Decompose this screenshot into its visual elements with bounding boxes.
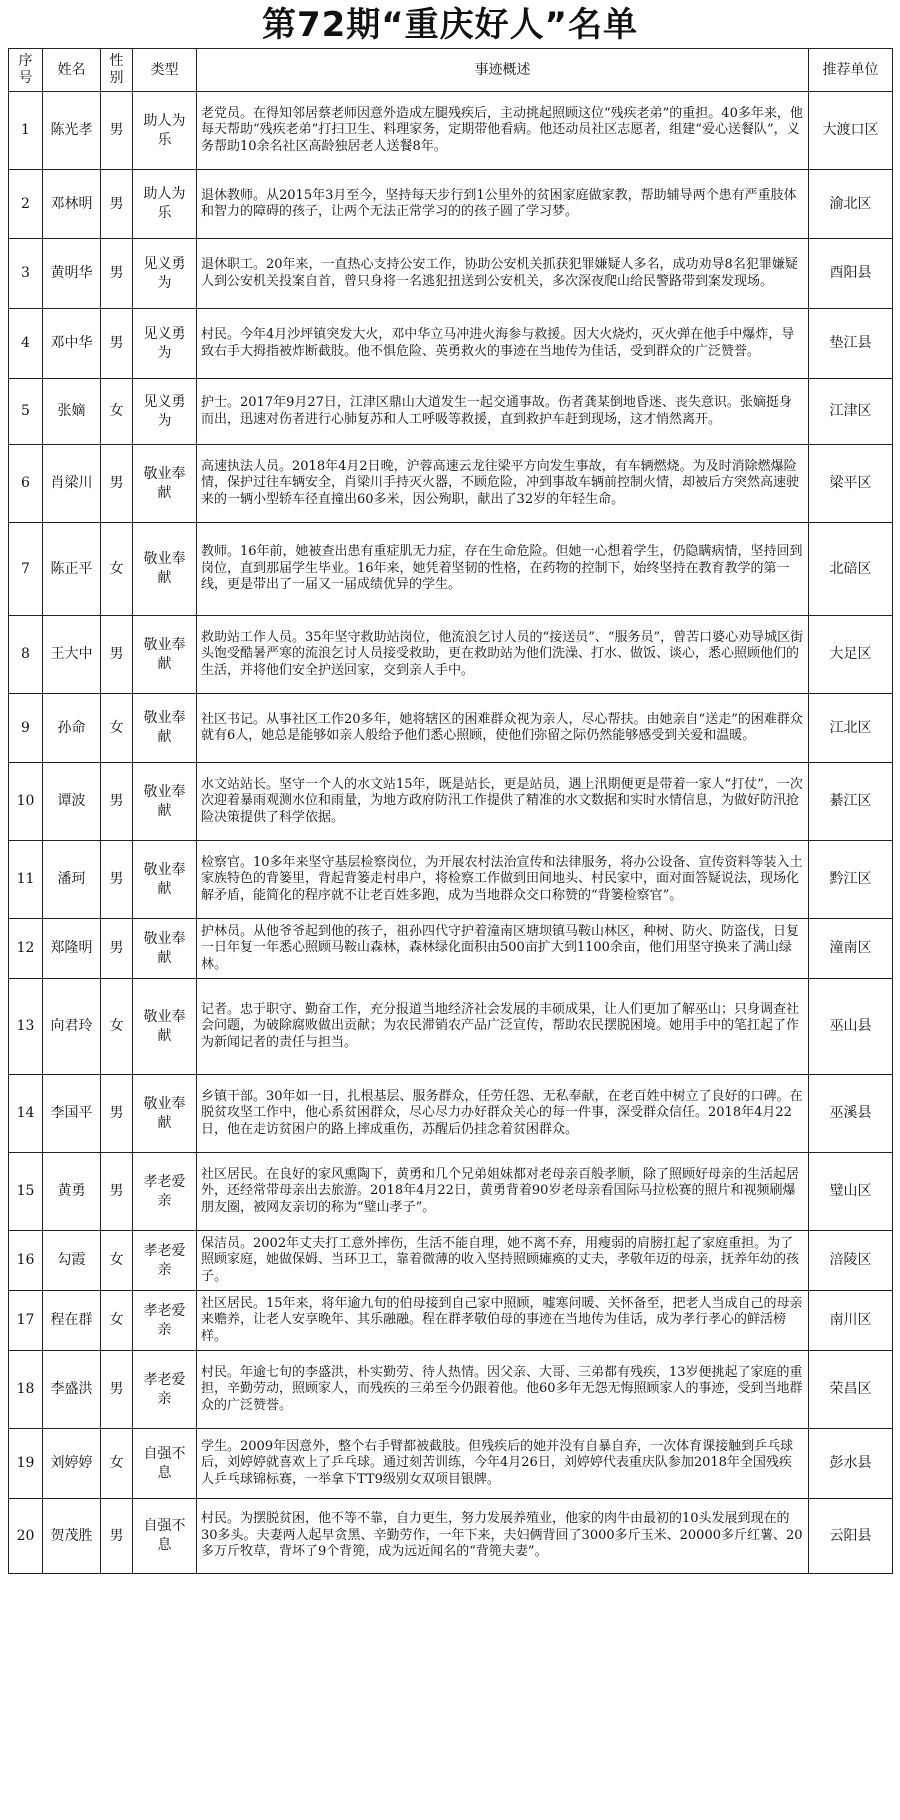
deed-summary: 学生。2009年因意外，整个右手臂都被截肢。但残疾后的她并没有自暴自弃，一次体育课接触到乒乓球后，刘婷婷就喜欢上了乒乓球。通过刻苦训练，今年4月26日，刘婷婷代表重庆队参加2018年全国残疾人乒乓球锦标赛，一举拿下TT9级别女双项目银牌。 [197, 1429, 809, 1499]
deed-summary: 救助站工作人员。35年坚守救助站岗位，他流浪乞讨人员的“接送员”、“服务员”，曾苦口婆心劝导城区街头饱受酷暑严寒的流浪乞讨人员接受救助，更在救助站为他们洗澡、打水、做饭、谈心，悉心照顾他们的生活，并将他们安全护送回家，交到亲人手中。 [197, 616, 809, 694]
honor-type: 孝老爱亲 [133, 1153, 197, 1231]
row-number: 4 [9, 309, 43, 379]
person-name: 谭波 [43, 763, 101, 841]
person-name: 张嫡 [43, 379, 101, 445]
person-sex: 男 [101, 170, 133, 239]
row-number: 15 [9, 1153, 43, 1231]
person-name: 肖梁川 [43, 445, 101, 523]
deed-summary: 检察官。10多年来坚守基层检察岗位，为开展农村法治宣传和法律服务，将办公设备、宣传资料等装入土家族特色的背篓里，背起背篓走村串户，将检察工作做到田间地头、村民家中，面对面答疑说法，现场化解矛盾，能简化的程序就不让老百姓多跑，成为当地群众交口称赞的“背篓检察官”。 [197, 841, 809, 919]
recommending-unit: 江津区 [809, 379, 893, 445]
honor-type: 敬业奉献 [133, 445, 197, 523]
deed-summary: 社区居民。15年来，将年逾九旬的伯母接到自己家中照顾，嘘寒问暖、关怀备至，把老人当成自己的母亲来赡养，让老人安享晚年、其乐融融。程在群孝敬伯母的事迹在当地传为佳话，成为孝行孝心的鲜活榜样。 [197, 1291, 809, 1351]
person-sex: 男 [101, 445, 133, 523]
person-sex: 男 [101, 92, 133, 170]
person-sex: 女 [101, 979, 133, 1075]
honor-type: 见义勇为 [133, 379, 197, 445]
recommending-unit: 彭水县 [809, 1429, 893, 1499]
honor-type: 见义勇为 [133, 239, 197, 309]
recommending-unit: 南川区 [809, 1291, 893, 1351]
recommending-unit: 黔江区 [809, 841, 893, 919]
row-number: 2 [9, 170, 43, 239]
table-row [9, 379, 893, 445]
person-name: 贺茂胜 [43, 1499, 101, 1574]
row-number: 3 [9, 239, 43, 309]
person-sex: 男 [101, 309, 133, 379]
person-sex: 男 [101, 919, 133, 979]
honor-type: 敬业奉献 [133, 919, 197, 979]
deed-summary: 退休职工。20年来，一直热心支持公安工作，协助公安机关抓获犯罪嫌疑人多名，成功劝导8名犯罪嫌疑人到公安机关投案自首，曾只身将一名逃犯扭送到公安机关，多次深夜爬山给民警路带到案发现场。 [197, 239, 809, 309]
deed-summary: 社区居民。在良好的家风熏陶下，黄勇和几个兄弟姐妹都对老母亲百般孝顺，除了照顾好母亲的生活起居外，还经常带母亲出去旅游。2018年4月22日，黄勇背着90岁老母亲看国际马拉松赛的照片和视频刷爆朋友圈，被网友亲切的称为“璧山孝子”。 [197, 1153, 809, 1231]
page-title: 第72期“重庆好人”名单 [261, 5, 638, 45]
honor-type: 敬业奉献 [133, 979, 197, 1075]
row-number: 13 [9, 979, 43, 1075]
person-sex: 女 [101, 379, 133, 445]
person-sex: 男 [101, 841, 133, 919]
deed-summary: 村民。年逾七旬的李盛洪，朴实勤劳、待人热情。因父亲、大哥、三弟都有残疾，13岁便挑起了家庭的重担，辛勤劳动，照顾家人，而残疾的三弟至今仍跟着他。他60多年无怨无悔照顾家人的事迹，受到当地群众的广泛赞誉。 [197, 1351, 809, 1429]
honor-type: 敬业奉献 [133, 616, 197, 694]
recommending-unit: 大足区 [809, 616, 893, 694]
header-desc: 事迹概述 [197, 49, 809, 92]
row-number: 1 [9, 92, 43, 170]
recommending-unit: 璧山区 [809, 1153, 893, 1231]
honor-type: 自强不息 [133, 1429, 197, 1499]
person-name: 潘珂 [43, 841, 101, 919]
recommending-unit: 垫江县 [809, 309, 893, 379]
person-name: 勾霞 [43, 1231, 101, 1291]
person-name: 郑隆明 [43, 919, 101, 979]
recommending-unit: 梁平区 [809, 445, 893, 523]
recommending-unit: 云阳县 [809, 1499, 893, 1574]
deed-summary: 保洁员。2002年丈夫打工意外摔伤，生活不能自理，她不离不弃，用瘦弱的肩膀扛起了家庭重担。为了照顾家庭，她做保姆、当环卫工，靠着微薄的收入坚持照顾瘫痪的丈夫，孝敬年迈的母亲，抚养年幼的孩子。 [197, 1231, 809, 1291]
honor-type: 助人为乐 [133, 92, 197, 170]
row-number: 6 [9, 445, 43, 523]
person-sex: 男 [101, 1499, 133, 1574]
table-row [9, 1153, 893, 1231]
row-number: 16 [9, 1231, 43, 1291]
person-sex: 男 [101, 1153, 133, 1231]
table-row [9, 92, 893, 170]
recommending-unit: 巫溪县 [809, 1075, 893, 1153]
row-number: 10 [9, 763, 43, 841]
honor-type: 敬业奉献 [133, 763, 197, 841]
person-sex: 男 [101, 1075, 133, 1153]
table-row [9, 1499, 893, 1574]
honor-type: 敬业奉献 [133, 1075, 197, 1153]
recommending-unit: 大渡口区 [809, 92, 893, 170]
row-number: 11 [9, 841, 43, 919]
honoree-table [8, 48, 893, 1574]
row-number: 19 [9, 1429, 43, 1499]
table-row [9, 763, 893, 841]
row-number: 5 [9, 379, 43, 445]
table-row [9, 523, 893, 616]
header-sex: 性别 [101, 49, 133, 92]
row-number: 8 [9, 616, 43, 694]
table-row [9, 694, 893, 763]
deed-summary: 村民。今年4月沙坪镇突发大火，邓中华立马冲进火海参与救援。因大火烧灼，灭火弹在他手中爆炸，导致右手大拇指被炸断截肢。他不惧危险、英勇救火的事迹在当地传为佳话，受到群众的广泛赞誉。 [197, 309, 809, 379]
person-sex: 男 [101, 239, 133, 309]
honor-type: 敬业奉献 [133, 694, 197, 763]
table-row [9, 170, 893, 239]
person-sex: 女 [101, 1429, 133, 1499]
header-no: 序号 [9, 49, 43, 92]
deed-summary: 记者。忠于职守、勤奋工作，充分报道当地经济社会发展的丰硕成果，让人们更加了解巫山；只身调查社会问题，为破除腐败做出贡献；为农民滞销农产品广泛宣传，帮助农民摆脱困境。她用手中的笔扛起了作为新闻记者的责任与担当。 [197, 979, 809, 1075]
header-unit: 推荐单位 [809, 49, 893, 92]
deed-summary: 老党员。在得知邻居蔡老师因意外造成左腿残疾后，主动挑起照顾这位“残疾老弟”的重担。40多年来，他每天帮助“残疾老弟”打扫卫生、料理家务，定期带他看病。他还动员社区志愿者，组建“爱心送餐队”，义务帮助10余名社区高龄独居老人送餐8年。 [197, 92, 809, 170]
table-row [9, 1429, 893, 1499]
recommending-unit: 荣昌区 [809, 1351, 893, 1429]
person-sex: 女 [101, 523, 133, 616]
row-number: 17 [9, 1291, 43, 1351]
table-header-row [9, 49, 893, 92]
table-row [9, 919, 893, 979]
person-name: 王大中 [43, 616, 101, 694]
deed-summary: 护士。2017年9月27日，江津区鼎山大道发生一起交通事故。伤者龚某倒地昏迷、丧失意识。张嫡挺身而出，迅速对伤者进行心肺复苏和人工呼吸等救援，直到救护车赶到现场，这才悄然离开。 [197, 379, 809, 445]
row-number: 14 [9, 1075, 43, 1153]
table-row [9, 445, 893, 523]
deed-summary: 高速执法人员。2018年4月2日晚，沪蓉高速云龙往梁平方向发生事故，有车辆燃烧。为及时消除燃爆险情，保护过往车辆安全，肖梁川手持灭火器，不顾危险，冲到事故车辆前控制火情，却被后方突然高速驶来的一辆小型轿车径直撞出60多米，因公殉职，献出了32岁的年轻生命。 [197, 445, 809, 523]
person-name: 李盛洪 [43, 1351, 101, 1429]
honor-type: 助人为乐 [133, 170, 197, 239]
person-name: 陈光孝 [43, 92, 101, 170]
honor-type: 自强不息 [133, 1499, 197, 1574]
row-number: 12 [9, 919, 43, 979]
person-name: 陈正平 [43, 523, 101, 616]
person-name: 黄勇 [43, 1153, 101, 1231]
recommending-unit: 酉阳县 [809, 239, 893, 309]
honor-type: 孝老爱亲 [133, 1231, 197, 1291]
table-row [9, 1075, 893, 1153]
table-body [9, 92, 893, 1574]
table-row [9, 979, 893, 1075]
deed-summary: 护林员。从他爷爷起到他的孩子，祖孙四代守护着潼南区塘坝镇马鞍山林区，种树、防火、防盗伐，日复一日年复一年悉心照顾马鞍山森林，森林绿化面积由500亩扩大到1100余亩，他们用坚守换来了满山绿林。 [197, 919, 809, 979]
table-row [9, 1231, 893, 1291]
row-number: 20 [9, 1499, 43, 1574]
person-name: 邓林明 [43, 170, 101, 239]
row-number: 9 [9, 694, 43, 763]
row-number: 7 [9, 523, 43, 616]
recommending-unit: 北碚区 [809, 523, 893, 616]
header-name: 姓名 [43, 49, 101, 92]
recommending-unit: 渝北区 [809, 170, 893, 239]
recommending-unit: 綦江区 [809, 763, 893, 841]
table-row [9, 616, 893, 694]
person-sex: 男 [101, 616, 133, 694]
table-row [9, 309, 893, 379]
person-name: 刘婷婷 [43, 1429, 101, 1499]
table-row [9, 1291, 893, 1351]
honor-type: 敬业奉献 [133, 523, 197, 616]
person-name: 李国平 [43, 1075, 101, 1153]
deed-summary: 社区书记。从事社区工作20多年，她将辖区的困难群众视为亲人，尽心帮扶。由她亲自“送走”的困难群众就有6人，她总是能够如亲人般给予他们悉心照顾，使他们弥留之际仍然能够感受到关爱和温暖。 [197, 694, 809, 763]
person-name: 向君玲 [43, 979, 101, 1075]
person-name: 程在群 [43, 1291, 101, 1351]
recommending-unit: 潼南区 [809, 919, 893, 979]
recommending-unit: 涪陵区 [809, 1231, 893, 1291]
person-sex: 女 [101, 1231, 133, 1291]
person-sex: 男 [101, 1351, 133, 1429]
honor-type: 孝老爱亲 [133, 1351, 197, 1429]
table-row [9, 1351, 893, 1429]
honor-type: 孝老爱亲 [133, 1291, 197, 1351]
row-number: 18 [9, 1351, 43, 1429]
deed-summary: 教师。16年前，她被查出患有重症肌无力症，存在生命危险。但她一心想着学生，仍隐瞒病情，坚持回到岗位，直到那届学生毕业。16年来，她凭着坚韧的性格，在药物的控制下，始终坚持在教育教学的第一线，更是带出了一届又一届成绩优异的学生。 [197, 523, 809, 616]
honor-type: 敬业奉献 [133, 841, 197, 919]
person-sex: 女 [101, 694, 133, 763]
deed-summary: 退休教师。从2015年3月至今，坚持每天步行到1公里外的贫困家庭做家教，帮助辅导两个患有严重肢体和智力的障碍的孩子，让两个无法正常学习的的孩子圆了学习梦。 [197, 170, 809, 239]
deed-summary: 乡镇干部。30年如一日，扎根基层、服务群众，任劳任怨、无私奉献，在老百姓中树立了良好的口碑。在脱贫攻坚工作中，他心系贫困群众，尽心尽力办好群众关心的每一件事，深受群众信任。2018年4月22日，他在走访贫困户的路上摔成重伤，苏醒后仍挂念着贫困群众。 [197, 1075, 809, 1153]
person-sex: 女 [101, 1291, 133, 1351]
person-name: 黄明华 [43, 239, 101, 309]
deed-summary: 村民。为摆脱贫困，他不等不靠，自力更生，努力发展养殖业，他家的肉牛由最初的10头发展到现在的30多头。夫妻两人起早贪黑、辛勤劳作，一年下来，夫妇俩背回了3000多斤玉米、20000多斤红薯、20多万斤牧草，背坏了9个背篼，成为远近闻名的“背篼夫妻”。 [197, 1499, 809, 1574]
recommending-unit: 江北区 [809, 694, 893, 763]
person-name: 邓中华 [43, 309, 101, 379]
header-type: 类型 [133, 49, 197, 92]
page [8, 0, 892, 1574]
person-name: 孙命 [43, 694, 101, 763]
honor-type: 见义勇为 [133, 309, 197, 379]
recommending-unit: 巫山县 [809, 979, 893, 1075]
table-row [9, 841, 893, 919]
deed-summary: 水文站站长。坚守一个人的水文站15年，既是站长，更是站员，遇上汛期便更是带着一家人“打仗”，一次次迎着暴雨观测水位和雨量，为地方政府防汛工作提供了精准的水文数据和实时水情信息，为做好防汛抢险决策提供了科学依据。 [197, 763, 809, 841]
person-sex: 男 [101, 763, 133, 841]
table-row [9, 239, 893, 309]
